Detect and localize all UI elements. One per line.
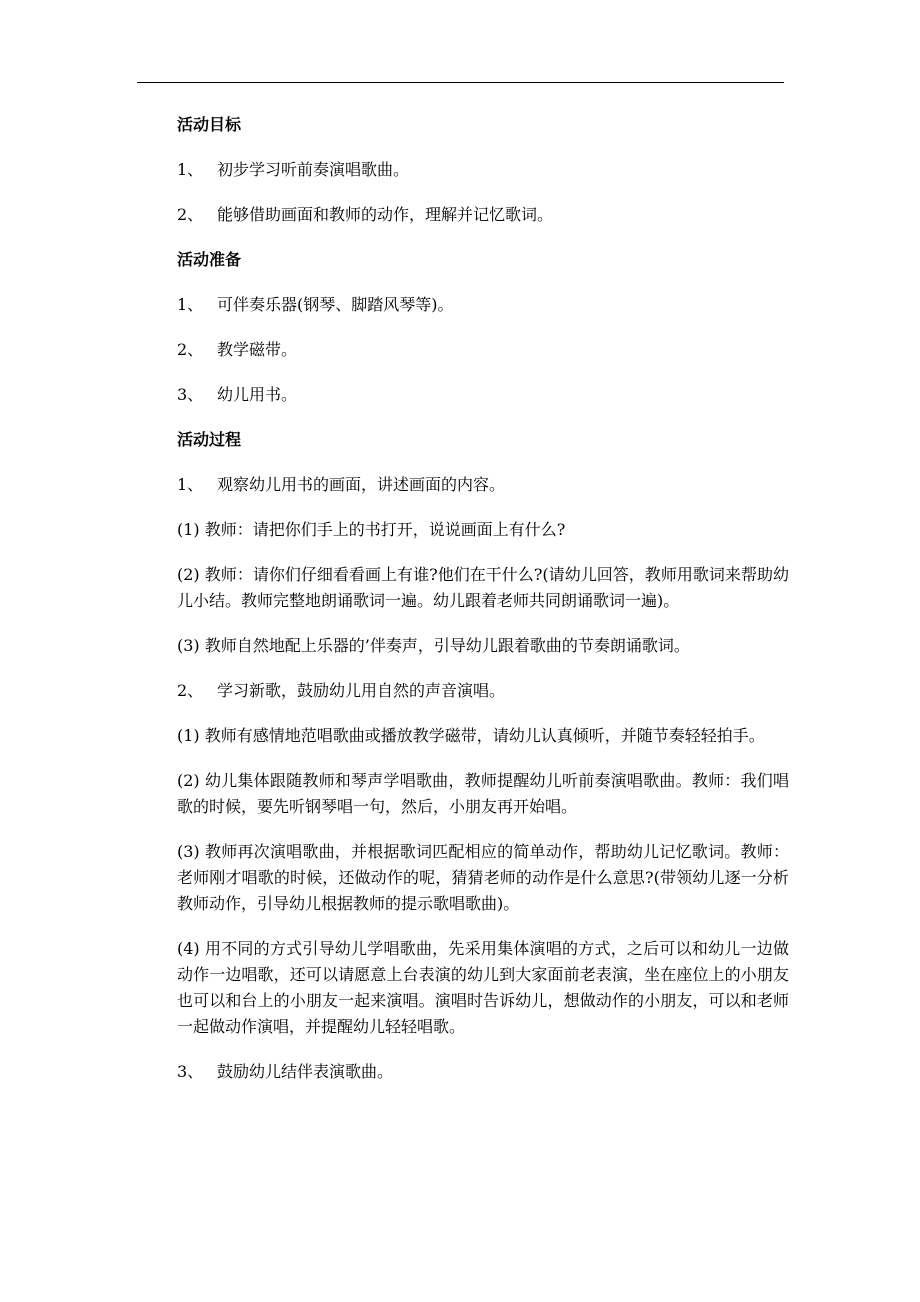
item-number: 1、 bbox=[177, 160, 204, 179]
process-substep: (2) 教师：请你们仔细看看画上有谁?他们在干什么?(请幼儿回答，教师用歌词来帮助幼儿小结。教师完整地朗诵歌词一遍。幼儿跟着老师共同朗诵歌词一遍)。 bbox=[177, 565, 789, 610]
item-text: 初步学习听前奏演唱歌曲。 bbox=[217, 160, 410, 179]
goal-item bbox=[177, 157, 789, 183]
process-step bbox=[177, 1059, 789, 1085]
header-rule bbox=[137, 82, 784, 83]
item-text: 鼓励幼儿结伴表演歌曲。 bbox=[217, 1062, 394, 1081]
process-substep: (2) 幼儿集体跟随教师和琴声学唱歌曲，教师提醒幼儿听前奏演唱歌曲。教师：我们唱歌的时候，要先听钢琴唱一句，然后，小朋友再开始唱。 bbox=[177, 771, 789, 816]
item-number: 1、 bbox=[177, 475, 204, 494]
prep-item bbox=[177, 382, 789, 408]
item-number: 2、 bbox=[177, 340, 204, 359]
process-substep: (4) 用不同的方式引导幼儿学唱歌曲，先采用集体演唱的方式，之后可以和幼儿一边做动作一边唱歌，还可以请愿意上台表演的幼儿到大家面前老表演，坐在座位上的小朋友也可以和台上的小朋友一起来演唱。演唱时告诉幼儿，想做动作的小朋友，可以和老师一起做动作演唱，并提醒幼儿轻轻唱歌。 bbox=[177, 939, 789, 1036]
prep-item bbox=[177, 337, 789, 363]
section-heading-process: 活动过程 bbox=[177, 430, 242, 449]
process-substep: (3) 教师自然地配上乐器的’伴奏声，引导幼儿跟着歌曲的节奏朗诵歌词。 bbox=[177, 636, 690, 655]
item-text: 教学磁带。 bbox=[217, 340, 298, 359]
section-heading-preparation: 活动准备 bbox=[177, 250, 242, 269]
item-number: 1、 bbox=[177, 295, 204, 314]
process-substep: (1) 教师：请把你们手上的书打开，说说画面上有什么? bbox=[177, 520, 566, 539]
item-text: 幼儿用书。 bbox=[217, 385, 298, 404]
item-number: 2、 bbox=[177, 681, 204, 700]
item-text: 学习新歌，鼓励幼儿用自然的声音演唱。 bbox=[217, 681, 506, 700]
item-number: 3、 bbox=[177, 385, 204, 404]
goal-item bbox=[177, 202, 789, 228]
item-number: 2、 bbox=[177, 205, 204, 224]
process-step bbox=[177, 678, 789, 704]
section-heading-goals: 活动目标 bbox=[177, 115, 242, 134]
document-body bbox=[177, 112, 789, 1104]
process-substep: (3) 教师再次演唱歌曲，并根据歌词匹配相应的简单动作，帮助幼儿记忆歌词。教师：老师刚才唱歌的时候，还做动作的呢，猜猜老师的动作是什么意思?(带领幼儿逐一分析教师动作，引导幼儿根据教师的提示歌唱歌曲)。 bbox=[177, 842, 789, 913]
prep-item bbox=[177, 292, 789, 318]
process-substep: (1) 教师有感情地范唱歌曲或播放教学磁带，请幼儿认真倾听，并随节奏轻轻拍手。 bbox=[177, 726, 765, 745]
process-step bbox=[177, 472, 789, 498]
item-text: 可伴奏乐器(钢琴、脚踏风琴等)。 bbox=[217, 295, 454, 314]
item-text: 观察幼儿用书的画面，讲述画面的内容。 bbox=[217, 475, 506, 494]
item-number: 3、 bbox=[177, 1062, 204, 1081]
item-text: 能够借助画面和教师的动作，理解并记忆歌词。 bbox=[217, 205, 554, 224]
